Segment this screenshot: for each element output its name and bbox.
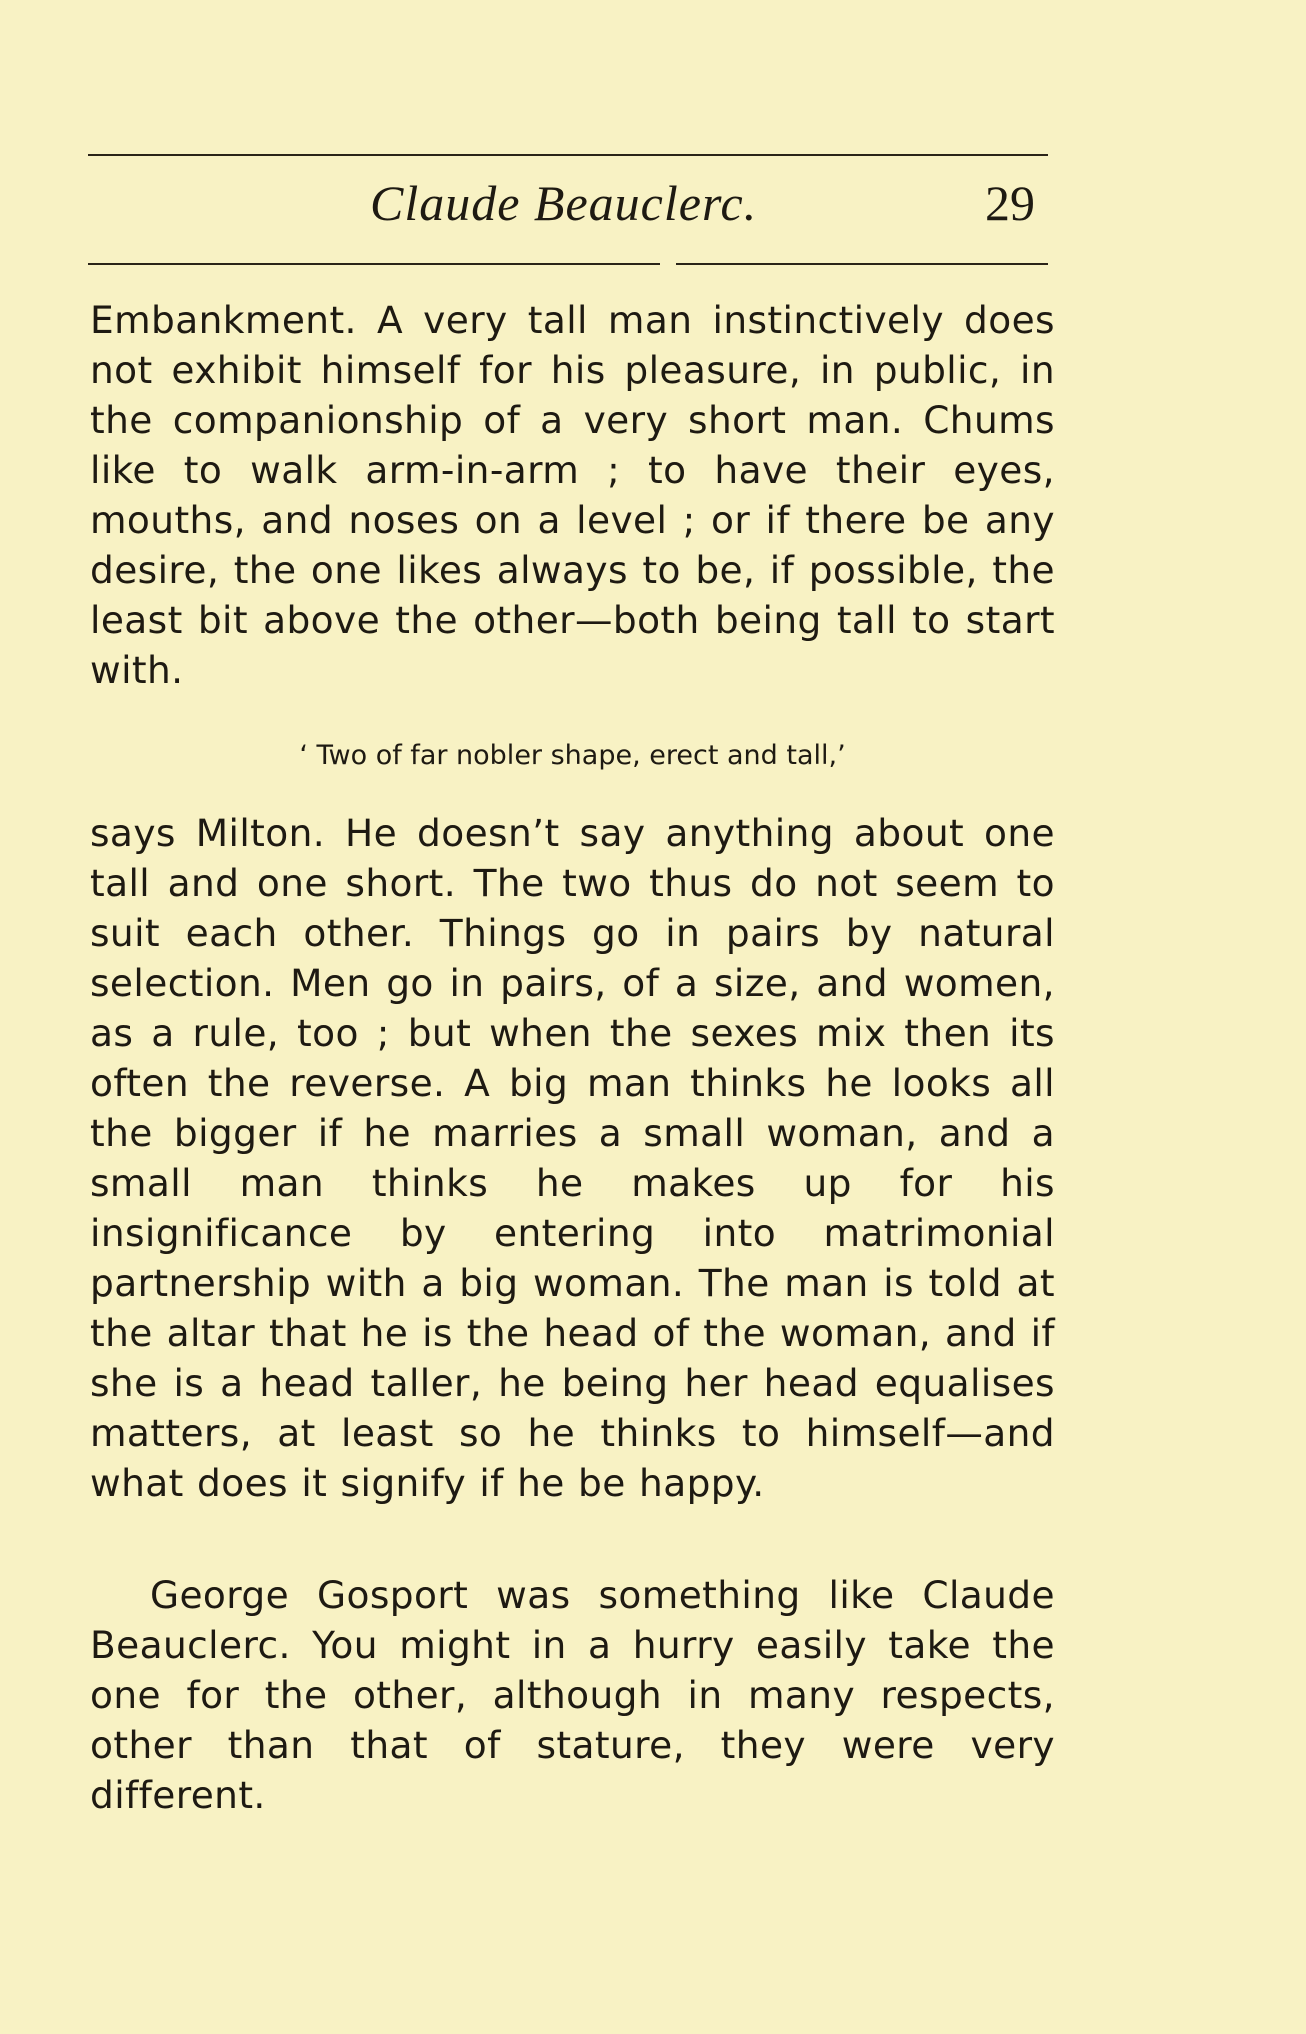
paragraph-2: says Milton. He doesn’t say anything about one tall and one short. The two thus do not seem to suit each other. Things go in pairs by natural selection. Men go in pairs, of a size, and women, as a rule, too ; but when the sexes mix then its often the reverse. A big man thinks he looks all the bigger if he marries a small woman, and a small man thinks he makes up for his insignificance by entering into matrimonial partnership with a big woman. The man is told at the altar that he is the head of the woman, and if she is a head taller, he being her head equalises matters, at least so he thinks to himself—and what does it signify if he be happy.	[90, 811, 1055, 1505]
page-number: 29	[985, 175, 1035, 231]
paragraph-1: Embankment. A very tall man instinctively does not exhibit himself for his pleasure, in public, in the companionship of a very short man. Chums like to walk arm-in-arm ; to have their eyes, mouths, and noses on a level ; or if there be any desire, the one likes always to be, if possible, the least bit above the other—both being tall to start with.	[90, 298, 1055, 692]
block-quotation: ‘ Two of far nobler shape, erect and tall,’	[299, 740, 846, 771]
running-title: Claude Beauclerc.	[370, 175, 758, 231]
header-top-rule	[88, 154, 1048, 156]
header-bottom-rule-left	[88, 263, 660, 265]
header-bottom-rule-right	[676, 263, 1048, 265]
paragraph-3: George Gosport was something like Claude Beauclerc. You might in a hurry easily take the one for the other, although in many respects, other than that of stature, they were very different.	[90, 1573, 1055, 1817]
